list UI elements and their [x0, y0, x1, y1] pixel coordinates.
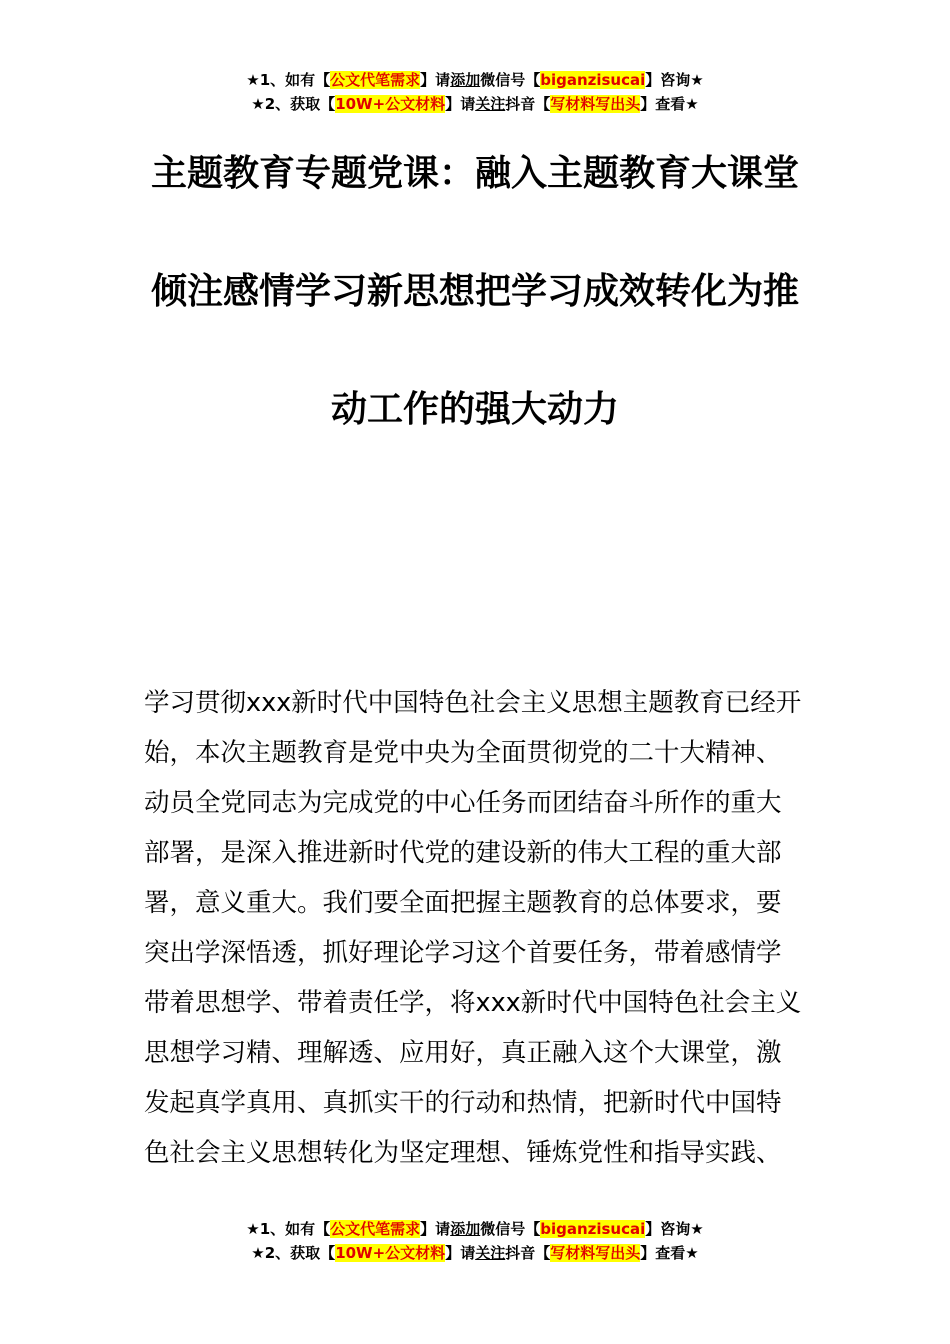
body-line: 思想学习精、理解透、应用好，真正融入这个大课堂，激 [144, 1038, 782, 1068]
banner-line-1: ★1、如有【公文代笔需求】请添加微信号【biganzisucai】咨询★ [246, 71, 704, 89]
document-title [0, 140, 950, 494]
highlight-wechat-id: biganzisucai [540, 71, 646, 89]
header-banner [0, 68, 950, 116]
banner-line-2: ★2、获取【10W+公文材料】请关注抖音【写材料写出头】查看★ [251, 95, 699, 113]
title-line: 倾注感情学习新思想把学习成效转化为推 [150, 271, 799, 312]
body-line: 突出学深悟透，抓好理论学习这个首要任务，带着感情学 [144, 938, 782, 968]
highlight-materials: 10W+公文材料 [335, 1244, 446, 1262]
highlight-wechat-id: biganzisucai [540, 1220, 646, 1238]
highlight-service: 公文代笔需求 [330, 71, 421, 89]
body-line: 色社会主义思想转化为坚定理想、锤炼党性和指导实践、 [144, 1138, 782, 1168]
body-line: 发起真学真用、真抓实干的行动和热情，把新时代中国特 [144, 1088, 782, 1118]
footer-banner [0, 1217, 950, 1265]
highlight-materials: 10W+公文材料 [335, 95, 446, 113]
highlight-service: 公文代笔需求 [330, 1220, 421, 1238]
body-line: 带着思想学、带着责任学，将xxx新时代中国特色社会主义 [144, 988, 802, 1018]
banner-line-2: ★2、获取【10W+公文材料】请关注抖音【写材料写出头】查看★ [251, 1244, 699, 1262]
highlight-douyin-id: 写材料写出头 [550, 95, 641, 113]
body-line: 动员全党同志为完成党的中心任务而团结奋斗所作的重大 [144, 788, 782, 818]
banner-line-1: ★1、如有【公文代笔需求】请添加微信号【biganzisucai】咨询★ [246, 1220, 704, 1238]
body-line: 学习贯彻xxx新时代中国特色社会主义思想主题教育已经开 [144, 688, 802, 718]
body-line: 署，意义重大。我们要全面把握主题教育的总体要求，要 [144, 888, 782, 918]
body-line: 始，本次主题教育是党中央为全面贯彻党的二十大精神、 [144, 738, 782, 768]
body-line: 部署，是深入推进新时代党的建设新的伟大工程的重大部 [144, 838, 782, 868]
highlight-douyin-id: 写材料写出头 [550, 1244, 641, 1262]
title-line: 主题教育专题党课：融入主题教育大课堂 [150, 153, 799, 194]
body-paragraph [144, 678, 808, 1178]
title-line: 动工作的强大动力 [330, 389, 619, 430]
